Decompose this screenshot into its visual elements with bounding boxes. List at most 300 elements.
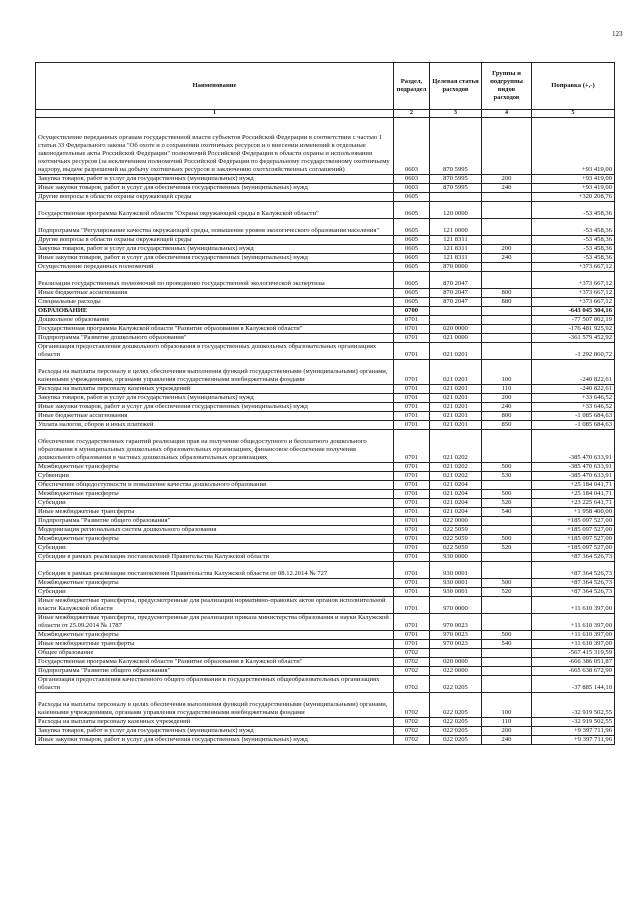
row-target-cell: 930 0001 bbox=[430, 588, 482, 597]
row-name-cell: Подпрограмма "Развитие общего образования" bbox=[36, 667, 394, 676]
row-target-cell bbox=[430, 649, 482, 658]
table-row bbox=[36, 481, 615, 490]
row-section-cell: 0701 bbox=[394, 421, 430, 430]
row-amount-cell: +9 397 711,96 bbox=[532, 727, 615, 736]
table-row bbox=[36, 272, 615, 289]
row-target-cell: 120 0000 bbox=[430, 202, 482, 219]
row-group-cell bbox=[482, 343, 532, 360]
row-name-cell: Модернизация региональных систем дошкольного образования bbox=[36, 526, 394, 535]
row-target-cell: 870 5995 bbox=[430, 175, 482, 184]
table-row bbox=[36, 254, 615, 263]
row-group-cell bbox=[482, 263, 532, 272]
row-group-cell: 240 bbox=[482, 254, 532, 263]
row-group-cell bbox=[482, 272, 532, 289]
table-row bbox=[36, 385, 615, 394]
row-group-cell bbox=[482, 236, 532, 245]
row-group-cell: 110 bbox=[482, 385, 532, 394]
row-amount-cell: -53 458,36 bbox=[532, 245, 615, 254]
row-section-cell: 0603 bbox=[394, 175, 430, 184]
row-name-cell: Другие вопросы в области охраны окружающей среды bbox=[36, 193, 394, 202]
row-amount-cell: +93 419,00 bbox=[532, 118, 615, 175]
table-row bbox=[36, 202, 615, 219]
row-amount-cell: -37 885 144,10 bbox=[532, 676, 615, 693]
row-amount-cell: -385 470 633,91 bbox=[532, 463, 615, 472]
table-row bbox=[36, 649, 615, 658]
row-amount-cell: +87 364 526,73 bbox=[532, 579, 615, 588]
row-section-cell: 0605 bbox=[394, 254, 430, 263]
row-section-cell: 0701 bbox=[394, 403, 430, 412]
row-amount-cell: +185 097 527,00 bbox=[532, 517, 615, 526]
table-body bbox=[36, 118, 615, 745]
row-target-cell: 022 0000 bbox=[430, 517, 482, 526]
row-amount-cell: +373 667,12 bbox=[532, 272, 615, 289]
row-amount-cell: -53 458,36 bbox=[532, 254, 615, 263]
row-amount-cell: -77 507 002,19 bbox=[532, 316, 615, 325]
row-group-cell: 200 bbox=[482, 727, 532, 736]
row-amount-cell: -1 085 684,63 bbox=[532, 412, 615, 421]
row-section-cell: 0701 bbox=[394, 588, 430, 597]
row-section-cell: 0605 bbox=[394, 263, 430, 272]
row-group-cell: 520 bbox=[482, 499, 532, 508]
row-group-cell bbox=[482, 481, 532, 490]
column-number: 3 bbox=[430, 110, 482, 118]
row-section-cell: 0605 bbox=[394, 236, 430, 245]
row-amount-cell: -32 919 502,55 bbox=[532, 693, 615, 718]
row-amount-cell: +373 667,12 bbox=[532, 289, 615, 298]
row-section-cell: 0605 bbox=[394, 193, 430, 202]
row-name-cell: Реализация государственных полномочий по проведению государственной экологической экспертизы bbox=[36, 272, 394, 289]
table-row bbox=[36, 463, 615, 472]
row-amount-cell: +11 610 397,00 bbox=[532, 640, 615, 649]
table-row bbox=[36, 544, 615, 553]
table-row bbox=[36, 219, 615, 236]
column-number: 4 bbox=[482, 110, 532, 118]
table-row bbox=[36, 245, 615, 254]
table-row bbox=[36, 562, 615, 579]
row-target-cell: 021 0202 bbox=[430, 430, 482, 463]
row-group-cell bbox=[482, 118, 532, 175]
table-row bbox=[36, 736, 615, 745]
row-amount-cell: +185 097 527,00 bbox=[532, 526, 615, 535]
row-group-cell bbox=[482, 334, 532, 343]
row-group-cell bbox=[482, 193, 532, 202]
row-section-cell: 0701 bbox=[394, 385, 430, 394]
table-row bbox=[36, 631, 615, 640]
row-amount-cell: -567 415 319,59 bbox=[532, 649, 615, 658]
row-name-cell: Организация предоставления качественного общего образования в государственных общеобразовательных организациях области bbox=[36, 676, 394, 693]
row-section-cell: 0701 bbox=[394, 394, 430, 403]
row-amount-cell: +93 419,00 bbox=[532, 175, 615, 184]
row-target-cell: 021 0201 bbox=[430, 412, 482, 421]
row-section-cell: 0605 bbox=[394, 219, 430, 236]
row-amount-cell: -240 822,61 bbox=[532, 360, 615, 385]
table-row bbox=[36, 579, 615, 588]
row-section-cell: 0701 bbox=[394, 316, 430, 325]
row-name-cell: Другие вопросы в области охраны окружающей среды bbox=[36, 236, 394, 245]
row-target-cell: 870 0000 bbox=[430, 263, 482, 272]
row-name-cell: Дошкольное образование bbox=[36, 316, 394, 325]
row-target-cell: 022 0205 bbox=[430, 693, 482, 718]
row-group-cell: 800 bbox=[482, 289, 532, 298]
row-amount-cell: +11 610 397,00 bbox=[532, 597, 615, 614]
row-name-cell: Иные бюджетные ассигнования bbox=[36, 412, 394, 421]
row-section-cell: 0702 bbox=[394, 718, 430, 727]
row-group-cell bbox=[482, 526, 532, 535]
row-target-cell: 022 5059 bbox=[430, 526, 482, 535]
row-name-cell: Субвенции bbox=[36, 472, 394, 481]
row-target-cell: 022 5059 bbox=[430, 535, 482, 544]
header-amount: Поправка (+,-) bbox=[532, 63, 615, 110]
row-name-cell: Закупка товаров, работ и услуг для государственных (муниципальных) нужд bbox=[36, 245, 394, 254]
table-row bbox=[36, 394, 615, 403]
row-target-cell: 022 5059 bbox=[430, 544, 482, 553]
row-group-cell: 850 bbox=[482, 421, 532, 430]
row-target-cell: 020 0000 bbox=[430, 325, 482, 334]
row-group-cell: 500 bbox=[482, 535, 532, 544]
table-row bbox=[36, 588, 615, 597]
row-name-cell: Иные закупки товаров, работ и услуг для обеспечения государственных (муниципальных) нужд bbox=[36, 254, 394, 263]
table-row bbox=[36, 535, 615, 544]
header-groups: Группы и подгруппы видов расходов bbox=[482, 63, 532, 110]
row-target-cell: 870 2047 bbox=[430, 289, 482, 298]
column-number-row bbox=[36, 110, 615, 118]
row-target-cell: 021 0201 bbox=[430, 360, 482, 385]
row-group-cell: 200 bbox=[482, 394, 532, 403]
row-amount-cell: +185 097 527,00 bbox=[532, 535, 615, 544]
table-row bbox=[36, 508, 615, 517]
header-row bbox=[36, 63, 615, 110]
row-target-cell: 021 0202 bbox=[430, 463, 482, 472]
row-group-cell bbox=[482, 430, 532, 463]
row-name-cell: Закупка товаров, работ и услуг для государственных (муниципальных) нужд bbox=[36, 727, 394, 736]
row-name-cell: Межбюджетные трансферты bbox=[36, 631, 394, 640]
row-target-cell: 121 0000 bbox=[430, 219, 482, 236]
row-target-cell: 022 0205 bbox=[430, 727, 482, 736]
row-section-cell: 0702 bbox=[394, 649, 430, 658]
table-row bbox=[36, 640, 615, 649]
table-row bbox=[36, 334, 615, 343]
row-group-cell bbox=[482, 667, 532, 676]
header-target: Целевая статья расходов bbox=[430, 63, 482, 110]
row-amount-cell: -53 458,36 bbox=[532, 202, 615, 219]
row-target-cell: 870 2047 bbox=[430, 272, 482, 289]
row-amount-cell: -53 458,36 bbox=[532, 236, 615, 245]
row-amount-cell: +185 097 527,00 bbox=[532, 544, 615, 553]
row-name-cell: Государственная программа Калужской области "Развитие образования в Калужской области" bbox=[36, 658, 394, 667]
row-group-cell bbox=[482, 658, 532, 667]
row-section-cell: 0701 bbox=[394, 517, 430, 526]
table-row bbox=[36, 676, 615, 693]
row-name-cell: Организация предоставления дошкольного образования в государственных дошкольных образовательных организациях области bbox=[36, 343, 394, 360]
row-group-cell bbox=[482, 562, 532, 579]
row-section-cell: 0603 bbox=[394, 118, 430, 175]
row-section-cell: 0701 bbox=[394, 508, 430, 517]
row-name-cell: Расходы на выплаты персоналу в целях обеспечения выполнения функций государственными (муниципальными) органами, казенными учреждениями, органами управления государственными внебюджетными фондами bbox=[36, 360, 394, 385]
row-name-cell: ОБРАЗОВАНИЕ bbox=[36, 307, 394, 316]
row-name-cell: Субсидии bbox=[36, 544, 394, 553]
row-target-cell: 021 0201 bbox=[430, 421, 482, 430]
row-name-cell: Подпрограмма "Развитие дошкольного образования" bbox=[36, 334, 394, 343]
row-target-cell: 021 0201 bbox=[430, 343, 482, 360]
row-group-cell: 800 bbox=[482, 412, 532, 421]
row-amount-cell: +87 364 526,73 bbox=[532, 562, 615, 579]
table-row bbox=[36, 298, 615, 307]
row-target-cell: 021 0204 bbox=[430, 499, 482, 508]
row-target-cell: 930 0000 bbox=[430, 553, 482, 562]
row-section-cell: 0701 bbox=[394, 579, 430, 588]
row-section-cell: 0701 bbox=[394, 430, 430, 463]
row-target-cell: 022 0205 bbox=[430, 736, 482, 745]
row-section-cell: 0701 bbox=[394, 499, 430, 508]
row-section-cell: 0702 bbox=[394, 693, 430, 718]
row-group-cell bbox=[482, 597, 532, 614]
row-target-cell: 020 0000 bbox=[430, 658, 482, 667]
row-name-cell: Межбюджетные трансферты bbox=[36, 463, 394, 472]
column-number: 2 bbox=[394, 110, 430, 118]
table-row bbox=[36, 421, 615, 430]
row-group-cell: 540 bbox=[482, 640, 532, 649]
table-row bbox=[36, 499, 615, 508]
row-group-cell bbox=[482, 219, 532, 236]
row-name-cell: Закупка товаров, работ и услуг для государственных (муниципальных) нужд bbox=[36, 175, 394, 184]
row-amount-cell: +25 184 041,71 bbox=[532, 481, 615, 490]
row-name-cell: Субсидии в рамках реализации постановления Правительства Калужской области от 08.12.2014 № 727 bbox=[36, 562, 394, 579]
table-row bbox=[36, 236, 615, 245]
table-row bbox=[36, 263, 615, 272]
row-target-cell: 970 0023 bbox=[430, 640, 482, 649]
table-row bbox=[36, 693, 615, 718]
row-amount-cell: +87 364 526,73 bbox=[532, 553, 615, 562]
row-name-cell: Осуществление переданных органам государственной власти субъектов Российской Федерации в соответствии с частью 1 статьи 33 Федерального закона "Об охоте и о сохранении охотничьих ресурсов и о внесении изменений в отдельные законодательные акты Российской Федерации" полномочий Российской Федерации в области охраны и использования охотничьих ресурсов (за исключением полномочий Российской Федерации по федеральному государственному охотничьему надзору, выдаче разрешений на добычу охотничьих ресурсов и заключению охотхозяйственных соглашений) bbox=[36, 118, 394, 175]
header-name: Наименование bbox=[36, 63, 394, 110]
row-name-cell: Иные межбюджетные трансферты bbox=[36, 640, 394, 649]
row-amount-cell: -32 919 502,55 bbox=[532, 718, 615, 727]
row-name-cell: Иные закупки товаров, работ и услуг для обеспечения государственных (муниципальных) нужд bbox=[36, 736, 394, 745]
table-row bbox=[36, 193, 615, 202]
row-target-cell bbox=[430, 307, 482, 316]
row-name-cell: Обеспечение государственных гарантий реализации прав на получение общедоступного и бесплатного дошкольного образования в муниципальных дошкольных образовательных организациях, финансовое обеспечение получения дошкольного образования в частных дошкольных образовательных организациях bbox=[36, 430, 394, 463]
row-name-cell: Специальные расходы bbox=[36, 298, 394, 307]
row-group-cell: 240 bbox=[482, 403, 532, 412]
row-group-cell: 500 bbox=[482, 463, 532, 472]
row-name-cell: Иные бюджетные ассигнования bbox=[36, 289, 394, 298]
row-amount-cell: +9 397 711,96 bbox=[532, 736, 615, 745]
row-name-cell: Субсидии bbox=[36, 499, 394, 508]
row-amount-cell: -1 085 684,63 bbox=[532, 421, 615, 430]
table-row bbox=[36, 597, 615, 614]
row-group-cell bbox=[482, 649, 532, 658]
row-name-cell: Иные межбюджетные трансферты bbox=[36, 508, 394, 517]
table-row bbox=[36, 490, 615, 499]
row-amount-cell: -665 638 672,90 bbox=[532, 667, 615, 676]
row-group-cell: 500 bbox=[482, 631, 532, 640]
row-section-cell: 0605 bbox=[394, 202, 430, 219]
row-section-cell: 0605 bbox=[394, 245, 430, 254]
row-name-cell: Государственная программа Калужской области "Развитие образования в Калужской области" bbox=[36, 325, 394, 334]
row-amount-cell: -385 470 633,91 bbox=[532, 430, 615, 463]
page-number: 123 bbox=[612, 30, 623, 38]
row-name-cell: Закупка товаров, работ и услуг для государственных (муниципальных) нужд bbox=[36, 394, 394, 403]
row-section-cell: 0701 bbox=[394, 562, 430, 579]
row-target-cell: 021 0202 bbox=[430, 472, 482, 481]
row-group-cell: 100 bbox=[482, 693, 532, 718]
row-section-cell: 0701 bbox=[394, 526, 430, 535]
row-group-cell bbox=[482, 307, 532, 316]
row-group-cell bbox=[482, 676, 532, 693]
column-number: 5 bbox=[532, 110, 615, 118]
row-section-cell: 0701 bbox=[394, 360, 430, 385]
row-section-cell: 0605 bbox=[394, 298, 430, 307]
table-row bbox=[36, 472, 615, 481]
row-amount-cell: -53 458,36 bbox=[532, 219, 615, 236]
row-target-cell: 970 0023 bbox=[430, 631, 482, 640]
row-group-cell bbox=[482, 517, 532, 526]
row-group-cell: 200 bbox=[482, 175, 532, 184]
table-row bbox=[36, 614, 615, 631]
table-row bbox=[36, 430, 615, 463]
row-target-cell: 870 2047 bbox=[430, 298, 482, 307]
row-section-cell: 0702 bbox=[394, 736, 430, 745]
row-section-cell: 0701 bbox=[394, 553, 430, 562]
row-section-cell: 0701 bbox=[394, 343, 430, 360]
table-row bbox=[36, 403, 615, 412]
row-amount-cell: +373 667,12 bbox=[532, 263, 615, 272]
row-group-cell: 100 bbox=[482, 360, 532, 385]
row-name-cell: Иные межбюджетные трансферты, предусмотренные для реализации нормативно-правовых актов органов исполнительной власти Калужской области bbox=[36, 597, 394, 614]
row-group-cell bbox=[482, 316, 532, 325]
row-group-cell: 240 bbox=[482, 184, 532, 193]
row-target-cell bbox=[430, 193, 482, 202]
table-row bbox=[36, 727, 615, 736]
row-amount-cell: -385 470 633,91 bbox=[532, 472, 615, 481]
row-section-cell: 0701 bbox=[394, 631, 430, 640]
row-amount-cell: +320 208,76 bbox=[532, 193, 615, 202]
column-number: 1 bbox=[36, 110, 394, 118]
table-row bbox=[36, 175, 615, 184]
row-name-cell: Государственная программа Калужской области "Охрана окружающей среды в Калужской области" bbox=[36, 202, 394, 219]
table-row bbox=[36, 289, 615, 298]
row-target-cell: 021 0201 bbox=[430, 385, 482, 394]
row-amount-cell: -1 292 860,72 bbox=[532, 343, 615, 360]
row-target-cell: 022 0000 bbox=[430, 667, 482, 676]
table-row bbox=[36, 307, 615, 316]
row-name-cell: Подпрограмма "Развитие общего образования" bbox=[36, 517, 394, 526]
row-target-cell: 022 0205 bbox=[430, 718, 482, 727]
row-target-cell: 870 5995 bbox=[430, 184, 482, 193]
row-amount-cell: -176 481 925,92 bbox=[532, 325, 615, 334]
row-target-cell: 970 0000 bbox=[430, 597, 482, 614]
row-name-cell: Иные межбюджетные трансферты, предусмотренные для реализации приказа министерства образования и науки Калужской области от 25.09.2014 № 1787 bbox=[36, 614, 394, 631]
table-row bbox=[36, 658, 615, 667]
row-name-cell: Субсидии bbox=[36, 588, 394, 597]
row-name-cell: Субсидии в рамках реализации постановлений Правительства Калужской области bbox=[36, 553, 394, 562]
row-group-cell: 540 bbox=[482, 508, 532, 517]
row-group-cell: 520 bbox=[482, 588, 532, 597]
row-group-cell bbox=[482, 202, 532, 219]
row-amount-cell: -240 822,61 bbox=[532, 385, 615, 394]
table-row bbox=[36, 517, 615, 526]
row-section-cell: 0605 bbox=[394, 289, 430, 298]
row-group-cell: 530 bbox=[482, 472, 532, 481]
row-group-cell: 500 bbox=[482, 490, 532, 499]
row-section-cell: 0605 bbox=[394, 272, 430, 289]
row-name-cell: Межбюджетные трансферты bbox=[36, 535, 394, 544]
row-target-cell: 870 5995 bbox=[430, 118, 482, 175]
row-group-cell: 200 bbox=[482, 245, 532, 254]
table-row bbox=[36, 412, 615, 421]
row-group-cell: 110 bbox=[482, 718, 532, 727]
row-section-cell: 0701 bbox=[394, 472, 430, 481]
row-target-cell: 022 0205 bbox=[430, 676, 482, 693]
row-group-cell bbox=[482, 614, 532, 631]
row-amount-cell: +373 667,12 bbox=[532, 298, 615, 307]
row-group-cell bbox=[482, 325, 532, 334]
row-group-cell: 240 bbox=[482, 736, 532, 745]
row-target-cell: 121 8311 bbox=[430, 245, 482, 254]
row-section-cell: 0701 bbox=[394, 535, 430, 544]
row-name-cell: Межбюджетные трансферты bbox=[36, 490, 394, 499]
row-name-cell: Обеспечение общедоступности и повышение качества дошкольного образования bbox=[36, 481, 394, 490]
table-row bbox=[36, 360, 615, 385]
row-target-cell: 121 8311 bbox=[430, 236, 482, 245]
budget-table bbox=[35, 62, 615, 745]
row-amount-cell: +93 419,00 bbox=[532, 184, 615, 193]
table-row bbox=[36, 667, 615, 676]
row-section-cell: 0702 bbox=[394, 727, 430, 736]
row-section-cell: 0701 bbox=[394, 325, 430, 334]
row-amount-cell: +1 958 400,00 bbox=[532, 508, 615, 517]
row-group-cell: 500 bbox=[482, 579, 532, 588]
row-name-cell: Расходы на выплаты персоналу казенных учреждений bbox=[36, 718, 394, 727]
row-section-cell: 0701 bbox=[394, 334, 430, 343]
row-group-cell: 520 bbox=[482, 544, 532, 553]
row-section-cell: 0702 bbox=[394, 658, 430, 667]
row-group-cell bbox=[482, 553, 532, 562]
row-section-cell: 0701 bbox=[394, 481, 430, 490]
table-row bbox=[36, 325, 615, 334]
row-section-cell: 0702 bbox=[394, 676, 430, 693]
row-amount-cell: +23 225 641,71 bbox=[532, 499, 615, 508]
row-name-cell: Подпрограмма "Регулирование качества окружающей среды, повышение уровня экологического образования населения" bbox=[36, 219, 394, 236]
row-amount-cell: -361 579 452,92 bbox=[532, 334, 615, 343]
row-section-cell: 0701 bbox=[394, 412, 430, 421]
row-name-cell: Осуществление переданных полномочий bbox=[36, 263, 394, 272]
row-name-cell: Расходы на выплаты персоналу казенных учреждений bbox=[36, 385, 394, 394]
row-name-cell: Общее образование bbox=[36, 649, 394, 658]
table-row bbox=[36, 316, 615, 325]
header-section: Раздел, подраздел bbox=[394, 63, 430, 110]
row-section-cell: 0701 bbox=[394, 463, 430, 472]
row-name-cell: Расходы на выплаты персоналу в целях обеспечения выполнения функций государственными (муниципальными) органами, казенными учреждениями, органами управления государственными внебюджетными фондами bbox=[36, 693, 394, 718]
row-target-cell bbox=[430, 316, 482, 325]
row-group-cell: 880 bbox=[482, 298, 532, 307]
row-section-cell: 0701 bbox=[394, 640, 430, 649]
row-section-cell: 0701 bbox=[394, 597, 430, 614]
row-name-cell: Иные закупки товаров, работ и услуг для обеспечения государственных (муниципальных) нужд bbox=[36, 403, 394, 412]
row-section-cell: 0701 bbox=[394, 490, 430, 499]
row-amount-cell: +11 610 397,00 bbox=[532, 631, 615, 640]
row-target-cell: 021 0000 bbox=[430, 334, 482, 343]
row-amount-cell: -666 386 051,87 bbox=[532, 658, 615, 667]
table-row bbox=[36, 184, 615, 193]
table-row bbox=[36, 553, 615, 562]
row-name-cell: Межбюджетные трансферты bbox=[36, 579, 394, 588]
row-name-cell: Уплата налогов, сборов и иных платежей bbox=[36, 421, 394, 430]
row-name-cell: Иные закупки товаров, работ и услуг для обеспечения государственных (муниципальных) нужд bbox=[36, 184, 394, 193]
row-target-cell: 930 0001 bbox=[430, 579, 482, 588]
row-amount-cell: +33 646,52 bbox=[532, 403, 615, 412]
row-target-cell: 021 0204 bbox=[430, 481, 482, 490]
